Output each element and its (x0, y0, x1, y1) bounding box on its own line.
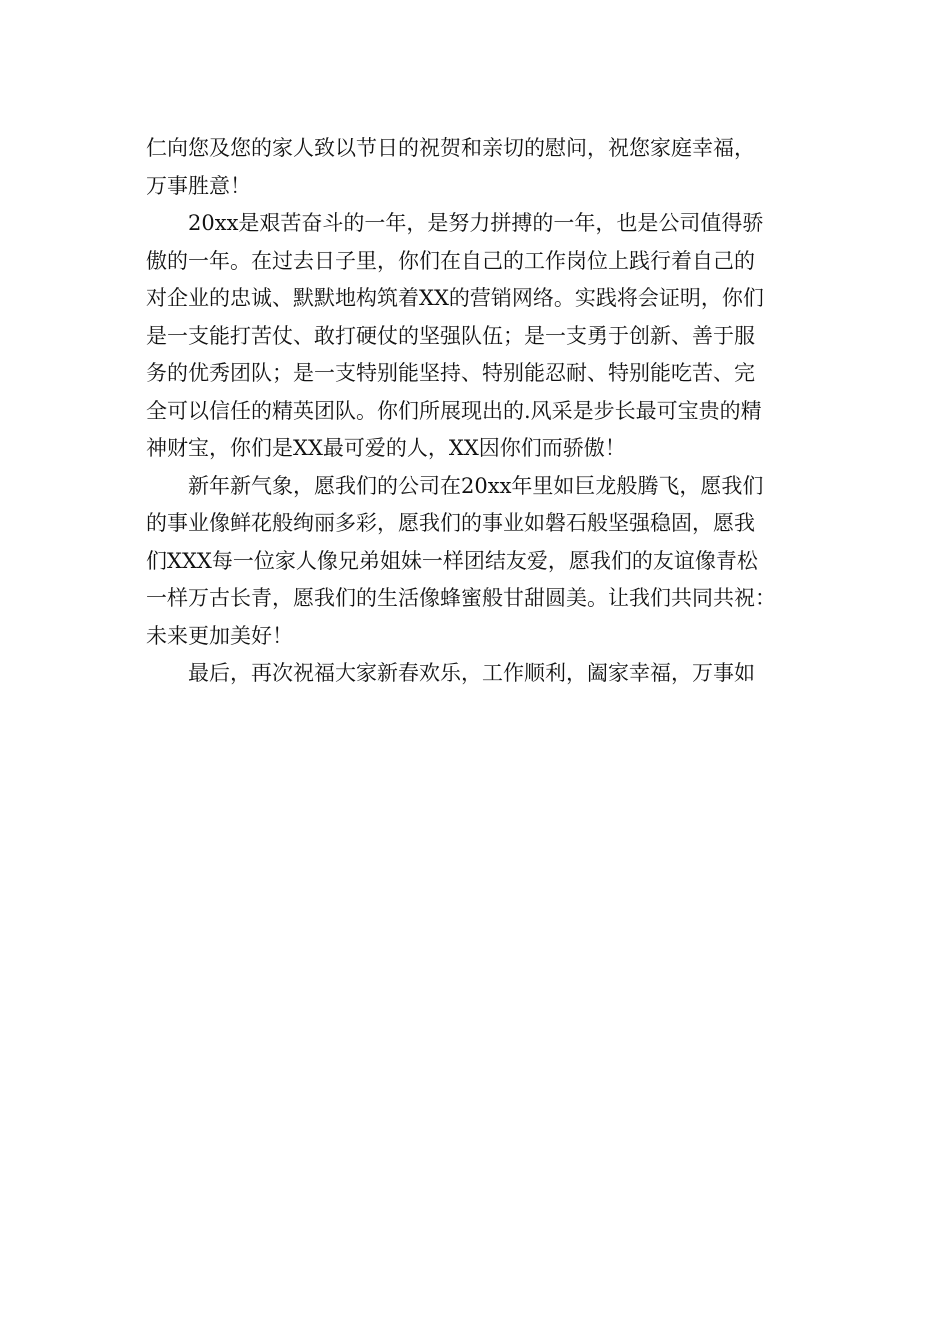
text-line: 务的优秀团队；是一支特别能坚持、特别能忍耐、特别能吃苦、完 (146, 361, 755, 385)
text-line: 万事胜意！ (146, 173, 251, 198)
text-line: 最后，再次祝福大家新春欢乐，工作顺利，阖家幸福，万事如 (188, 661, 755, 685)
text-line: 20xx是艰苦奋斗的一年，是努力拼搏的一年，也是公司值得骄 (188, 211, 764, 235)
text-line: 全可以信任的精英团队。你们所展现出的.风采是步长最可宝贵的精 (146, 398, 762, 423)
text-line: 仁向您及您的家人致以节日的祝贺和亲切的慰问，祝您家庭幸福， (146, 136, 755, 160)
document-body (146, 130, 846, 693)
text-line: 傲的一年。在过去日子里，你们在自己的工作岗位上践行着自己的 (146, 248, 755, 273)
text-line: 神财宝，你们是XX最可爱的人，XX因你们而骄傲！ (146, 436, 626, 460)
text-line: 对企业的忠诚、默默地构筑着XX的营销网络。实践将会证明，你们 (146, 286, 764, 310)
text-line: 的事业像鲜花般绚丽多彩，愿我们的事业如磐石般坚强稳固，愿我 (146, 511, 755, 535)
text-line: 新年新气象，愿我们的公司在20xx年里如巨龙般腾飞，愿我们 (188, 473, 764, 498)
text-line: 一样万古长青，愿我们的生活像蜂蜜般甘甜圆美。让我们共同共祝： (146, 586, 776, 610)
text-line: 未来更加美好！ (146, 623, 293, 648)
text-line: 是一支能打苦仗、敢打硬仗的坚强队伍；是一支勇于创新、善于服 (146, 323, 755, 348)
text-line: 们XXX每一位家人像兄弟姐妹一样团结友爱，愿我们的友谊像青松 (146, 548, 758, 573)
